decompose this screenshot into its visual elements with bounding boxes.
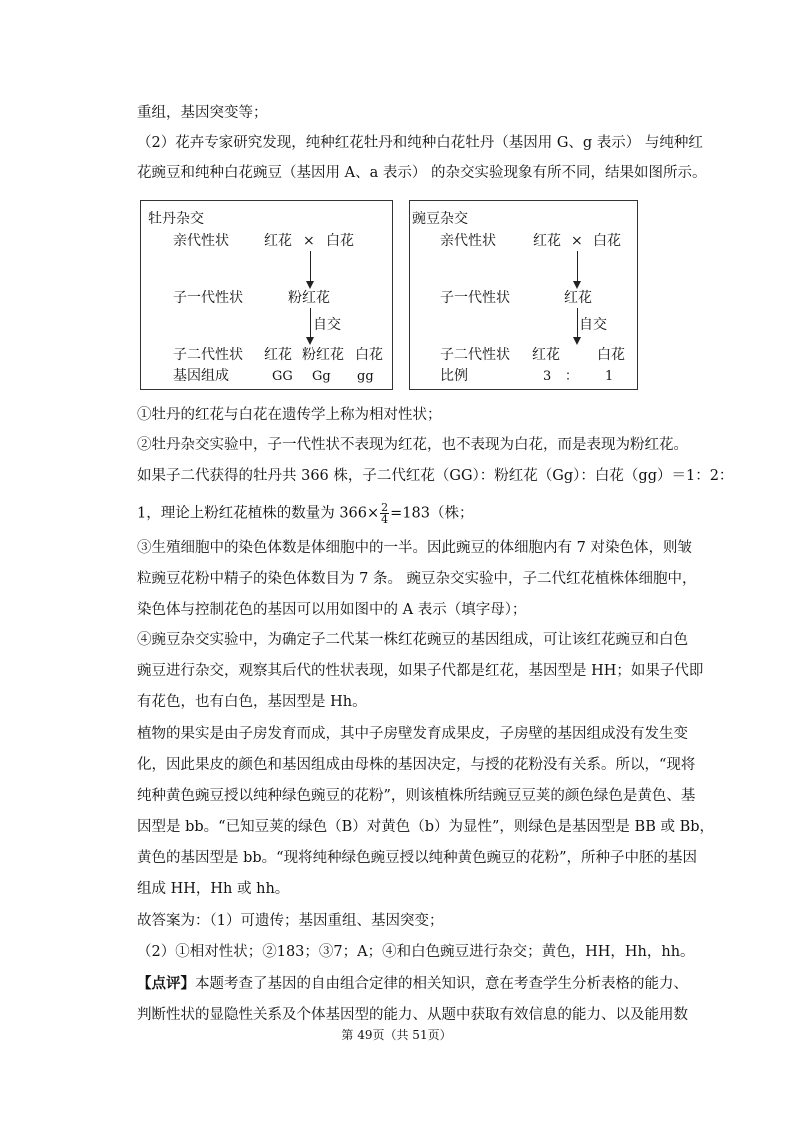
text-line: 粒豌豆花粉中精子的染色体数目为 7 条。 豌豆杂交实验中，子二代红花植株体细胞中， [137,571,697,587]
comment-tag: 【点评】 [137,975,195,992]
comment-text: 本题考查了基因的自由组合定律的相关知识，意在考查学生分析表格的能力、 [195,976,688,992]
peony-parent-white: 白花 [326,233,354,249]
text-line: 因型是 bb。“已知豆荚的绿色（B）对黄色（b）为显性”，则绿色是基因型是 BB 或 Bb， [137,819,715,835]
peony-f1-label: 子一代性状 [173,290,243,306]
pea-f2-red: 红花 [532,347,560,363]
text-line: 化，因此果皮的颜色和基因组成由母株的基因决定，与授的花粉没有关系。所以，“现将 [137,757,696,773]
text-line: 如果子二代获得的牡丹共 366 株，子二代红花（GG）：粉红花（Gg）：白花（gg）＝1：2： [137,468,734,484]
peony-gene-dominant: GG [272,369,293,384]
peony-gene-recessive: gg [357,369,374,384]
peony-cross-symbol: × [303,233,315,249]
peony-f2-pink: 粉红花 [302,347,344,363]
text-line: 重组，基因突变等； [137,105,268,121]
page-footer: 第 49页（共 51页） [341,1028,452,1042]
text-line: ④豌豆杂交实验中，为确定子二代某一株红花豌豆的基因组成，可让该红花豌豆和白色 [137,632,688,648]
peony-title: 牡丹杂交 [148,211,204,227]
fraction-prefix: 1，理论上粉红花植株的数量为 366× [137,505,380,522]
pea-ratio-label: 比例 [440,368,468,384]
text-line: 植物的果实是由子房发育而成，其中子房壁发育成果皮，子房壁的基因组成没有发生变 [137,726,688,742]
peony-f2-red: 红花 [264,347,292,363]
pea-title: 豌豆杂交 [412,211,468,227]
text-line: 花豌豆和纯种白花豌豆（基因用 A、a 表示） 的杂交实验现象有所不同，结果如图所示。 [137,165,707,181]
peony-f1-value: 粉红花 [288,290,330,306]
fraction-denominator: 4 [381,513,389,526]
text-line: 豌豆进行杂交，观察其后代的性状表现，如果子代都是红花，基因型是 HH；如果子代即 [137,663,704,679]
pea-parent-white: 白花 [593,233,621,249]
pea-f2-white: 白花 [597,347,625,363]
text-line: 染色体与控制花色的基因可以用如图中的 A 表示（填字母）； [137,602,527,618]
peony-f2-label: 子二代性状 [173,347,243,363]
text-line-fraction [137,502,474,525]
text-line: （2）①相对性状；②183；③7；A；④和白色豌豆进行杂交；黄色，HH，Hh，hh。 [137,944,695,960]
text-line: 黄色的基因型是 bb。“现将纯种绿色豌豆授以纯种黄色豌豆的花粉”，所种子中胚的基因 [137,850,697,866]
peony-gene-label: 基因组成 [173,368,229,384]
pea-parent-red: 红花 [533,233,561,249]
pea-f1-value: 红花 [564,290,592,306]
pea-cross-diagram [409,200,638,390]
text-line: 有花色，也有白色，基因型是 Hh。 [137,694,367,710]
text-line: 纯种黄色豌豆授以纯种绿色豌豆的花粉”，则该植株所结豌豆豆荚的颜色绿色是黄色、基 [137,788,696,804]
peony-arrow-1 [310,251,311,282]
pea-ratio-white: 1 [605,369,614,384]
peony-cross-diagram [140,200,393,390]
peony-arrow-2 [310,308,311,338]
comment-line [137,974,688,994]
pea-cross-symbol: × [571,233,583,249]
peony-f2-white: 白花 [355,347,383,363]
text-line: 组成 HH，Hh 或 hh。 [137,881,290,897]
pea-parent-label: 亲代性状 [440,233,496,249]
text-line: 故答案为：（1）可遗传；基因重组、基因突变； [137,913,444,929]
fraction-numerator: 2 [381,501,389,514]
pea-arrow-2 [577,308,578,338]
text-line: （2）花卉专家研究发现，纯种红花牡丹和纯种白花牡丹（基因用 G、g 表示） 与纯种红 [137,135,703,151]
text-line: 判断性状的显隐性关系及个体基因型的能力、从题中获取有效信息的能力、以及能用数 [137,1007,688,1023]
pea-f1-label: 子一代性状 [440,290,510,306]
text-line: ②牡丹杂交实验中，子一代性状不表现为红花，也不表现为白花，而是表现为粉红花。 [137,437,688,453]
text-line: ①牡丹的红花与白花在遗传学上称为相对性状； [137,407,442,423]
pea-arrow-1 [577,251,578,282]
pea-f2-label: 子二代性状 [440,347,510,363]
pea-selfing-label: 自交 [579,317,607,333]
peony-parent-label: 亲代性状 [173,233,229,249]
text-line: ③生殖细胞中的染色体数是体细胞中的一半。因此豌豆的体细胞内有 7 对染色体，则皱 [137,540,692,556]
peony-selfing-label: 自交 [313,317,341,333]
fraction [380,502,389,525]
fraction-suffix: =183（株； [390,505,474,522]
peony-gene-heterozygous: Gg [312,369,331,384]
peony-parent-red: 红花 [264,233,292,249]
pea-ratio-red: 3 [543,369,552,384]
pea-ratio-colon: ： [565,369,579,384]
